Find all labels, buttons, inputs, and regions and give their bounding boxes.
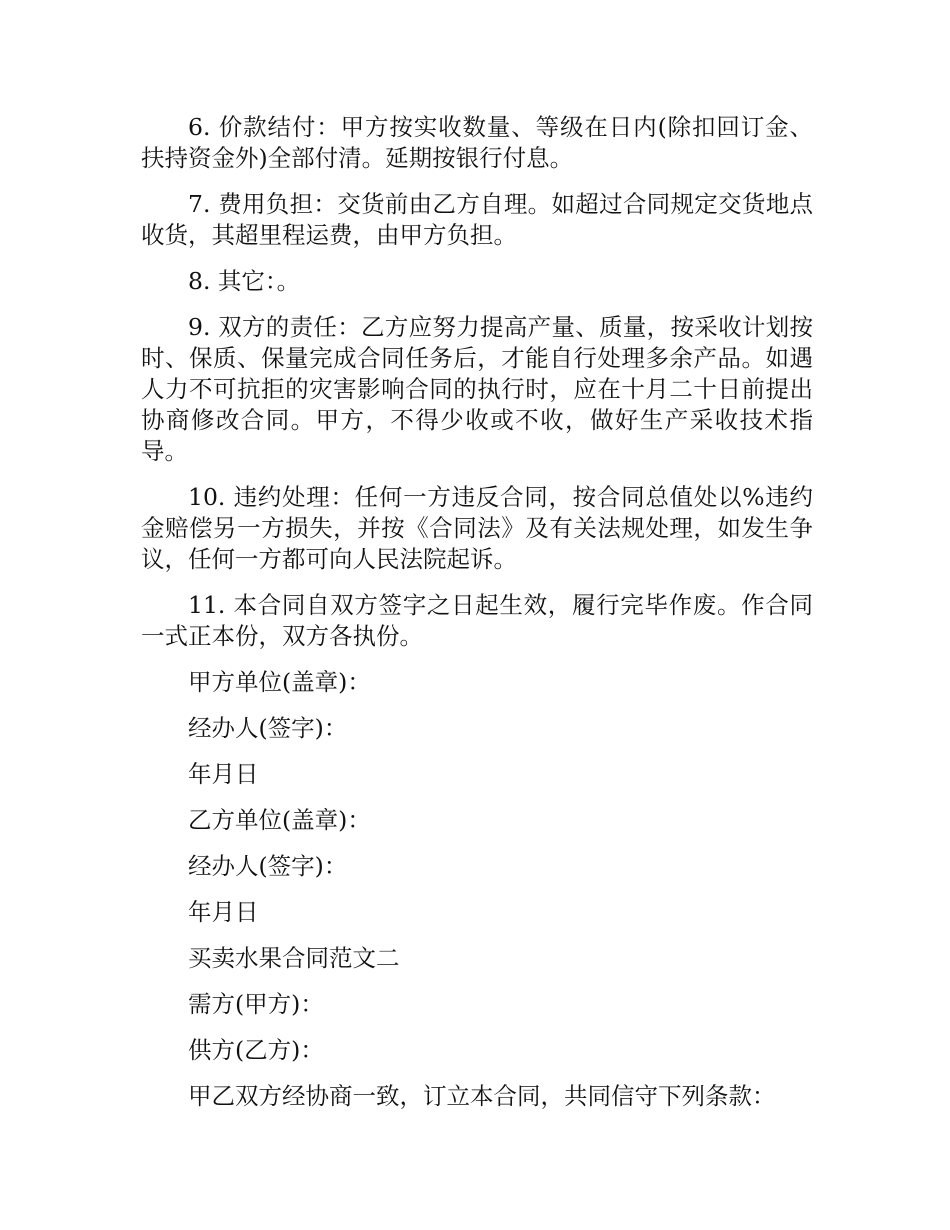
clause-6-payment: 6. 价款结付：甲方按实收数量、等级在日内(除扣回订金、扶持资金外)全部付清。延期按银行付息。 [141,113,813,172]
clause-7-costs: 7. 费用负担：交货前由乙方自理。如超过合同规定交货地点收货，其超里程运费，由甲方负担。 [141,190,813,249]
party-a-handler-signature: 经办人(签字)： [188,714,348,742]
clause-10-breach: 10. 违约处理：任何一方违反合同，按合同总值处以%违约金赔偿另一方损失，并按《合同法》及有关法规处理，如发生争议，任何一方都可向人民法院起诉。 [141,483,813,573]
document-body [141,112,813,1127]
party-b-date: 年月日 [188,898,259,926]
clause-11-effective: 11. 本合同自双方签字之日起生效，履行完毕作废。作合同一式正本份，双方各执份。 [141,591,813,650]
buyer-party-line: 需方(甲方)： [188,990,324,1018]
party-a-date: 年月日 [188,760,259,788]
party-b-handler-signature: 经办人(签字)： [188,852,348,880]
party-a-unit-seal: 甲方单位(盖章)： [188,668,371,696]
clause-8-other: 8. 其它：。 [188,267,301,295]
second-template-title: 买卖水果合同范文二 [188,944,400,972]
party-b-unit-seal: 乙方单位(盖章)： [188,806,371,834]
agreement-intro: 甲乙双方经协商一致，订立本合同，共同信守下列条款： [188,1082,776,1110]
seller-party-line: 供方(乙方)： [188,1036,324,1064]
clause-9-responsibilities: 9. 双方的责任：乙方应努力提高产量、质量，按采收计划按时、保质、保量完成合同任务后，才能自行处理多余产品。如遇人力不可抗拒的灾害影响合同的执行时，应在十月二十日前提出协商修改合同。甲方，不得少收或不收，做好生产采收技术指导。 [141,313,813,465]
